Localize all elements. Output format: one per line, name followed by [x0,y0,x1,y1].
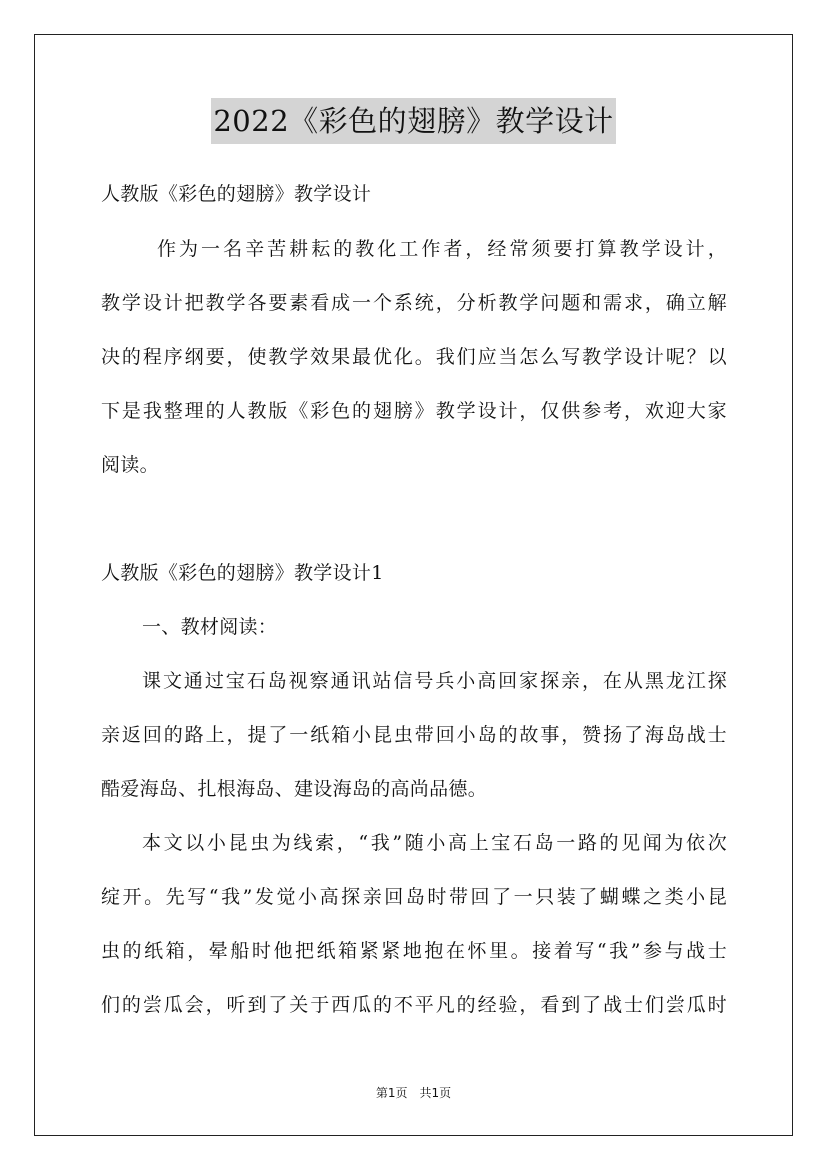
paragraph-line: 决的程序纲要，使教学效果最优化。我们应当怎么写教学设计呢？以 [101,346,727,368]
subsection-heading: 一、教材阅读： [142,616,278,638]
paragraph-line: 绽开。先写“我”发觉小高探亲回岛时带回了一只装了蝴蝶之类小昆 [101,886,727,908]
paragraph-line: 课文通过宝石岛视察通讯站信号兵小高回家探亲，在从黑龙江探 [142,670,727,692]
paragraph-line: 酷爱海岛、扎根海岛、建设海岛的高尚品德。 [101,778,488,800]
paragraph-line: 阅读。 [101,454,159,476]
paragraph-line: 虫的纸箱，晕船时他把纸箱紧紧地抱在怀里。接着写“我”参与战士 [101,940,727,962]
paragraph-line: 下是我整理的人教版《彩色的翅膀》教学设计，仅供参考，欢迎大家 [101,400,727,422]
title-container [0,98,827,144]
section-heading: 人教版《彩色的翅膀》教学设计1 [101,562,384,584]
page-footer: 第1页 共1页 [375,1086,452,1100]
paragraph-line: 教学设计把教学各要素看成一个系统，分析教学问题和需求，确立解 [101,292,727,314]
paragraph-line: 本文以小昆虫为线索，“我”随小高上宝石岛一路的见闻为依次 [142,832,727,854]
document-title: 2022《彩色的翅膀》教学设计 [211,98,615,144]
subtitle-line: 人教版《彩色的翅膀》教学设计 [101,183,372,205]
paragraph-line: 们的尝瓜会，听到了关于西瓜的不平凡的经验，看到了战士们尝瓜时 [101,994,727,1016]
paragraph-line: 亲返回的路上，提了一纸箱小昆虫带回小岛的故事，赞扬了海岛战士 [101,724,727,746]
paragraph-line: 作为一名辛苦耕耘的教化工作者，经常须要打算教学设计， [157,238,727,260]
